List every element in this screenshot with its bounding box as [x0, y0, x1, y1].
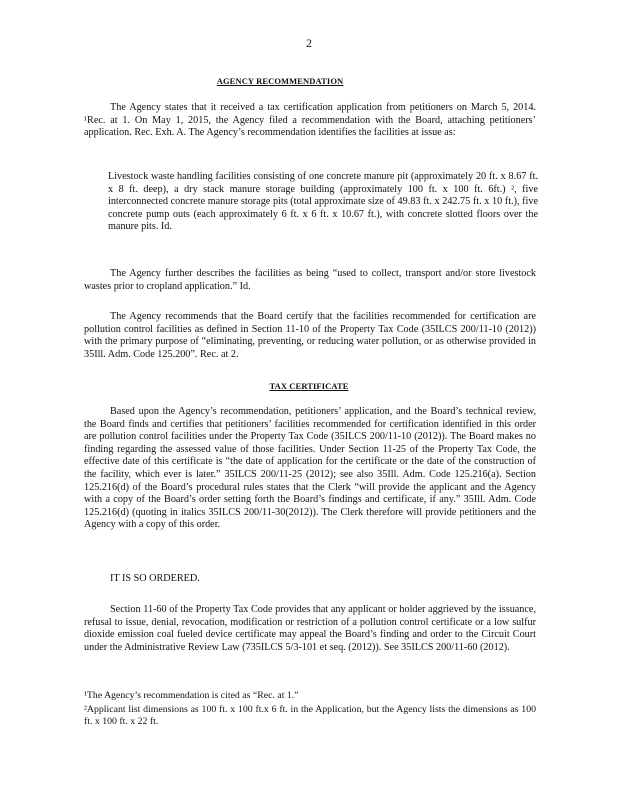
tax-certificate-heading	[0, 381, 618, 391]
paragraph-agency-statement: The Agency states that it received a tax certification application from petitioners on March 5, 2014. ¹Rec. at 1. On May 1, 2015, the Agency filed a recommendation with the Board, attaching petitioners’ application. Rec. Exh. A. The Agency’s recommendation identifies the facilities at issue as:	[84, 102, 536, 139]
paragraph-board-findings: Based upon the Agency’s recommendation, petitioners’ application, and the Board’s technical review, the Board finds and certifies that petitioners’ facilities recommended for certification identified in this order are pollution control facilities under the Property Tax Code (35ILCS 200/11-10 (2012)). The Board makes no finding regarding the assessed value of those facilities. Under Section 11-25 of the Property Tax Code, the effective date of this certificate is “the date of application for the certificate or the date of the construction of the facility, which ever is later.” 35ILCS 200/11-25 (2012); see also 35Ill. Adm. Code 125.216(a). Section 125.216(d) of the Board’s procedural rules states that the Clerk “will provide the applicant and the Agency with a copy of the Board’s order setting forth the Board’s findings and certificate, if any.” 35Ill. Adm. Code 125.216(d) (quoting in italics 35ILCS 200/11-30(2012)). The Clerk therefore will provide petitioners and the Agency with a copy of this order.	[84, 406, 536, 531]
footnote-1: ¹The Agency’s recommendation is cited as “Rec. at 1.”	[84, 690, 299, 701]
paragraph-agency-description: The Agency further describes the facilities as being “used to collect, transport and/or store livestock wastes prior to cropland application.” Id.	[84, 268, 536, 292]
footnote-separator	[84, 683, 224, 684]
facility-description-block: Livestock waste handling facilities consisting of one concrete manure pit (approximately 20 ft. x 8.67 ft. x 8 ft. deep), a dry stack manure storage building (approximately 100 ft. x 100 ft. 6ft.) ², five interconnected concrete manure storage pits (total approximate size of 49.83 ft. x 242.75 ft. x 10 ft.), five concrete pump outs (each approximately 6 ft. x 6 ft. x 10.67 ft.), with concrete slotted floors over the manure pits. Id.	[108, 171, 538, 233]
agency-heading-text: AGENCY RECOMMENDATION	[216, 76, 344, 86]
paragraph-agency-recommends: The Agency recommends that the Board certify that the facilities recommended for certification are pollution control facilities as defined in Section 11-10 of the Property Tax Code (35ILCS 200/11-10 (2012)) with the primary purpose of “eliminating, preventing, or reducing water pollution, or as otherwise provided in 35Ill. Adm. Code 125.200”. Rec. at 2.	[84, 311, 536, 360]
footnote-2: ²Applicant list dimensions as 100 ft. x 100 ft.x 6 ft. in the Application, but the Agency lists the dimensions as 100 ft. x 100 ft. x 22 ft.	[84, 704, 536, 728]
paragraph-appeal-rights: Section 11-60 of the Property Tax Code provides that any applicant or holder aggrieved by the issuance, refusal to issue, denial, revocation, modification or restriction of a pollution control certificate or a low sulfur dioxide emission coal fueled device certificate may appeal the Board’s finding and order to the Circuit Court under the Administrative Review Law (735ILCS 5/3-101 et seq. (2012)). See 35ILCS 200/11-60 (2012).	[84, 604, 536, 653]
agency-recommendation-heading	[0, 76, 618, 86]
so-ordered-line: IT IS SO ORDERED.	[110, 573, 200, 584]
tax-heading-text: TAX CERTIFICATE	[269, 381, 349, 391]
page-number: 2	[306, 36, 312, 50]
